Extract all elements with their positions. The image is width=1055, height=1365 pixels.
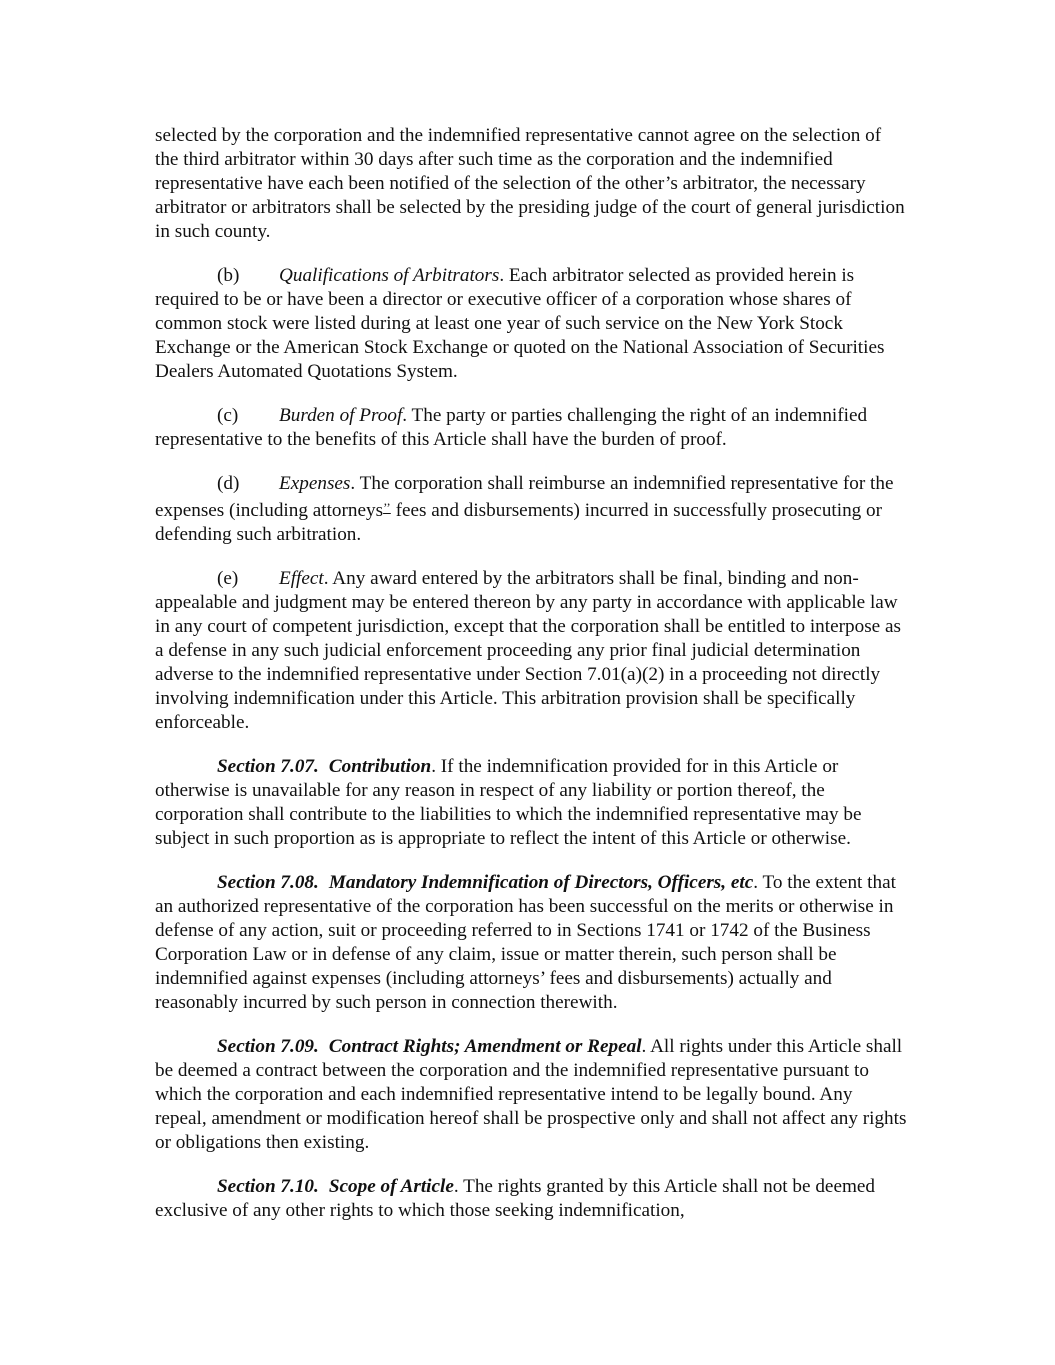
paragraph-heading: Burden of Proof bbox=[279, 405, 403, 426]
paragraph-text: . Any award entered by the arbitrators shall be final, binding and non-appealable and judgment may be entered thereon by any party in accordance with applicable law in any court of competent jurisdiction, except that the corporation shall be entitled to interpose as a defense in any such judicial enforcement proceeding any prior final judicial determination adverse to the indemnified representative under Section 7.01(a)(2) in a proceeding not directly involving indemnification under this Article. This arbitration provision shall be specifically enforceable. bbox=[155, 568, 901, 733]
section-text: . The rights granted by this Article shall not be deemed exclusive of any other rights to which those seeking indemnification, bbox=[155, 1176, 875, 1221]
section-text: . All rights under this Article shall be deemed a contract between the corporation and the indemnified representative pursuant to which the corporation and each indemnified representative intend to be legally bound. Any repeal, amendment or modification hereof shall be prospective only and shall not affect any rights or obligations then existing. bbox=[155, 1036, 907, 1153]
document-body bbox=[155, 124, 907, 1243]
section-7-10-scope-of-article bbox=[155, 1175, 907, 1223]
paragraph-text: . The party or parties challenging the right of an indemnified representative to the benefits of this Article shall have the burden of proof. bbox=[155, 405, 868, 450]
paragraph-c-burden-of-proof bbox=[155, 404, 907, 452]
paragraph-d-expenses bbox=[155, 472, 907, 547]
section-text: . To the extent that an authorized representative of the corporation has been successful on the merits or otherwise in defense of any action, suit or proceeding referred to in Sections 1741 or 1742 of the Business Corporation Law or in defense of any claim, issue or matter therein, such person shall be indemnified against expenses (including attorneys’ fees and disbursements) actually and reasonably incurred by such person in connection therewith. bbox=[155, 872, 896, 1013]
paragraph-heading: Effect bbox=[279, 568, 324, 589]
paragraph-text: fees and disbursements) incurred in successfully prosecuting or defending such arbitration. bbox=[155, 500, 883, 545]
paragraph-continuation bbox=[155, 124, 907, 244]
section-number: Section 7.09. bbox=[217, 1036, 319, 1057]
paragraph-letter: (d) bbox=[217, 473, 240, 494]
section-number: Section 7.08. bbox=[217, 872, 319, 893]
paragraph-b-qualifications bbox=[155, 264, 907, 384]
paragraph-e-effect bbox=[155, 567, 907, 735]
section-title: Mandatory Indemnification of Directors, Officers, etc bbox=[328, 872, 754, 893]
paragraph-letter: (b) bbox=[217, 265, 240, 286]
section-title: Contract Rights; Amendment or Repeal bbox=[328, 1036, 642, 1057]
paragraph-text: selected by the corporation and the indemnified representative cannot agree on the selection of the third arbitrator within 30 days after such time as the corporation and the indemnified representative have each been notified of the selection of the other’s arbitrator, the necessary arbitrator or arbitrators shall be selected by the presiding judge of the court of general jurisdiction in such county. bbox=[155, 125, 905, 242]
revision-mark: ’’ bbox=[383, 500, 391, 515]
paragraph-letter: (e) bbox=[217, 568, 239, 589]
section-7-08-mandatory-indemnification bbox=[155, 871, 907, 1015]
paragraph-heading: Expenses bbox=[279, 473, 351, 494]
section-number: Section 7.07. bbox=[217, 756, 319, 777]
paragraph-letter: (c) bbox=[217, 405, 239, 426]
section-title: Contribution bbox=[328, 756, 432, 777]
section-title: Scope of Article bbox=[328, 1176, 454, 1197]
section-text: . If the indemnification provided for in this Article or otherwise is unavailable for any reason in respect of any liability or portion thereof, the corporation shall contribute to the liabilities to which the indemnified representative may be subject in such proportion as is appropriate to reflect the intent of this Article or otherwise. bbox=[155, 756, 862, 849]
paragraph-heading: Qualifications of Arbitrators bbox=[279, 265, 500, 286]
section-number: Section 7.10. bbox=[217, 1176, 319, 1197]
section-7-07-contribution bbox=[155, 755, 907, 851]
paragraph-text: . Each arbitrator selected as provided herein is required to be or have been a director or executive officer of a corporation whose shares of common stock were listed during at least one year of such service on the New York Stock Exchange or the American Stock Exchange or quoted on the National Association of Securities Dealers Automated Quotations System. bbox=[155, 265, 885, 382]
paragraph-text: . The corporation shall reimburse an indemnified representative for the expenses (including attorneys bbox=[155, 473, 894, 521]
section-7-09-contract-rights bbox=[155, 1035, 907, 1155]
